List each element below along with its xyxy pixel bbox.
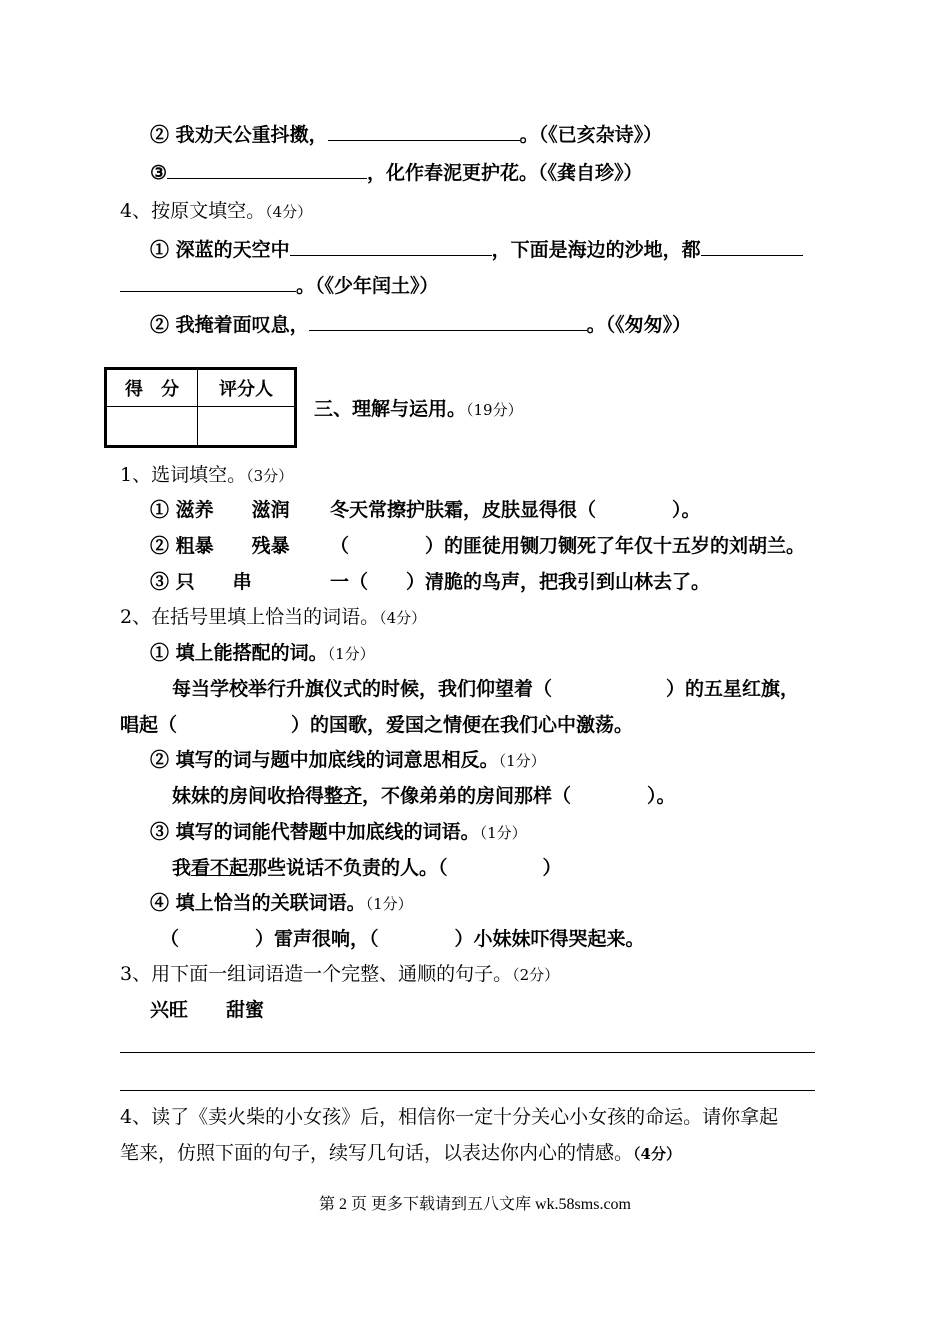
s3-question-4-line-1: 4、读了《卖火柴的小女孩》后，相信你一定十分关心小女孩的命运。请你拿起 [120,1106,779,1128]
answer-blank[interactable] [328,122,520,141]
page-footer: 第 2 页 更多下载请到五八文库 wk.58sms.com [318,1196,631,1213]
question-4-item-1: ① 深蓝的天空中 ，下面是海边的沙地，都 [150,237,803,262]
s3-question-2-title: 2、在括号里填上恰当的词语。（4分） [120,606,427,628]
s3-q2-sub-2: ② 填写的词与题中加底线的词意思相反。（1分） [150,749,546,771]
answer-blank[interactable] [167,160,367,179]
question-4-item-1-cont: 。（《少年闰土》） [120,273,439,298]
answer-blank[interactable] [701,237,803,256]
score-box [104,367,297,448]
s3-q2-sub-4: ④ 填上恰当的关联词语。（1分） [150,892,413,914]
score-cell[interactable] [106,407,198,447]
score-header: 得 分 [106,369,198,407]
s3-q3-words: 兴旺 甜蜜 [150,999,265,1021]
s3-q1-row-1: ① 滋养 滋润 [150,499,290,521]
s3-question-3-title: 3、用下面一组词语造一个完整、通顺的句子。（2分） [120,963,560,985]
s3-q1-row-2: ② 粗暴 残暴 [150,535,290,557]
section-3-title: 三、理解与运用。（19分） [314,398,523,420]
poem-line-3: ③ ，化作春泥更护花。（《龚自珍》） [150,162,643,184]
writing-line[interactable] [120,1090,815,1091]
s3-question-1-title: 1、选词填空。（3分） [120,464,294,486]
s3-q1-row-1-sentence: 冬天常擦护肤霜，皮肤显得很（ ）。 [330,499,701,521]
s3-q2-sub-4-line: （ ）雷声很响，（ ）小妹妹吓得哭起来。 [160,928,645,950]
s3-q2-sub-2-line: 妹妹的房间收拾得整齐，不像弟弟的房间那样（ ）。 [172,785,676,807]
s3-q1-row-3: ③ 只 串 [150,571,252,593]
question-4-item-2: ② 我掩着面叹息， 。（《匆匆》） [150,314,692,336]
s3-q2-sub-1: ① 填上能搭配的词。（1分） [150,642,375,664]
answer-blank[interactable] [309,312,587,331]
s3-question-4-line-2: 笔来，仿照下面的句子，续写几句话，以表达你内心的情感。（4分） [120,1142,681,1164]
writing-line[interactable] [120,1052,815,1053]
poem-line-2: ② 我劝天公重抖擞， 。（《已亥杂诗》） [150,124,663,146]
grader-header: 评分人 [198,369,296,407]
s3-q2-sub-1-line-1: 每当学校举行升旗仪式的时候，我们仰望着（ ）的五星红旗， [172,678,800,700]
s3-q2-sub-3: ③ 填写的词能代替题中加底线的词语。（1分） [150,821,527,843]
s3-q1-row-2-sentence: （ ）的匪徒用铡刀铡死了年仅十五岁的刘胡兰。 [330,535,806,557]
answer-blank[interactable] [120,273,296,292]
question-4-title: 4、按原文填空。（4分） [120,200,313,222]
grader-cell[interactable] [198,407,296,447]
s3-q2-sub-1-line-2: 唱起（ ）的国歌，爱国之情便在我们心中激荡。 [120,714,634,736]
s3-q2-sub-3-line: 我看不起那些说话不负责的人。（ ） [172,857,562,879]
s3-q1-row-3-sentence: 一（ ）清脆的鸟声，把我引到山林去了。 [330,571,711,593]
answer-blank[interactable] [290,237,492,256]
